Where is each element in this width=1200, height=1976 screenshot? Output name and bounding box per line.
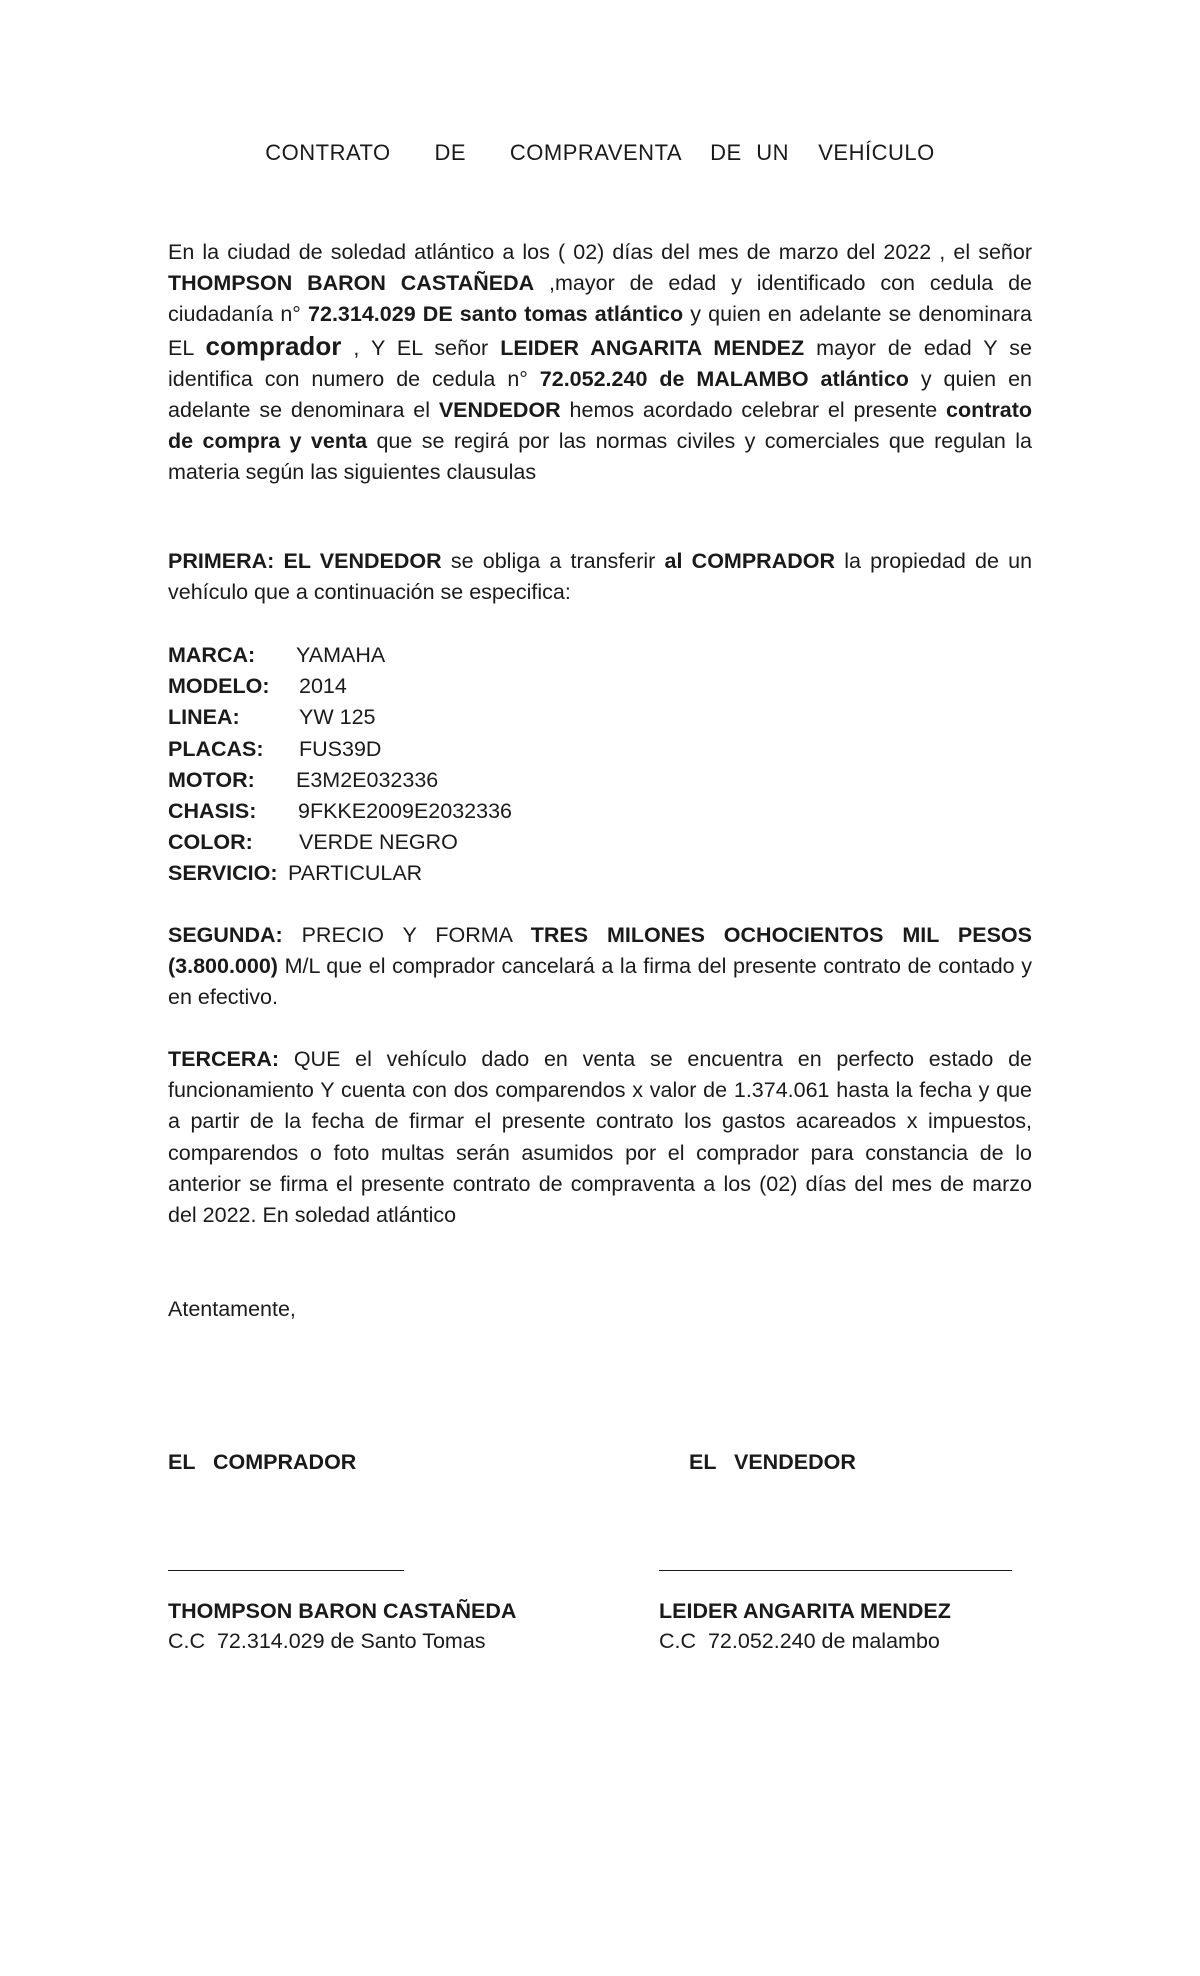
intro-text-4: , Y EL señor (341, 335, 501, 360)
seller-role: VENDEDOR (438, 398, 561, 423)
intro-text-8: que se regirá por las normas civiles y comerciales que regulan la materia según las siguientes clausulas (168, 429, 1032, 485)
segunda-label: SEGUNDA: (168, 923, 283, 947)
intro-text-2: ,mayor de edad y identificado con cedula de ciudadanía n° (168, 271, 1032, 327)
clause-primera (168, 546, 1032, 608)
spec-label: MARCA: (168, 643, 256, 667)
seller-signature-line (659, 1570, 1012, 1571)
seller-id: 72.052.240 de MALAMBO atlántico (539, 366, 909, 391)
spec-label: PLACAS: (168, 736, 264, 761)
spec-value: FUS39D (299, 736, 382, 761)
spec-value: YW 125 (299, 705, 376, 730)
vehicle-spec-list (168, 640, 1032, 890)
spec-label: CHASIS: (168, 798, 257, 823)
buyer-role: comprador (205, 330, 342, 361)
spec-value: 2014 (299, 674, 347, 699)
intro-text-7: hemos acordado celebrar el presente (560, 398, 946, 423)
spec-row-marca (168, 640, 1032, 671)
spec-label: SERVICIO: (168, 861, 278, 886)
intro-text-3: y quien en adelante se denominara EL (168, 302, 1033, 360)
tercera-text: QUE el vehículo dado en venta se encuentra en perfecto estado de funcionamiento Y cuenta con dos comparendos x valor de 1.374.061 hasta la fecha y que a partir de la fecha de firmar el presente contrato los gastos acareados x impuestos, comparendos o foto multas serán asumidos por el comprador para constancia de lo anterior se firma el presente contrato de compraventa a los (02) días del mes de marzo del 2022. En soledad atlántico (168, 1047, 1032, 1228)
spec-row-linea (168, 702, 1032, 733)
seller-signature-name: LEIDER ANGARITA MENDEZ (659, 1599, 951, 1623)
buyer-name: THOMPSON BARON CASTAÑEDA (168, 271, 535, 296)
seller-signature-block (659, 1596, 951, 1656)
spec-label: MODELO: (168, 674, 270, 699)
buyer-signature-line (168, 1570, 404, 1571)
primera-paragraph (168, 546, 1032, 608)
spec-row-chasis (168, 796, 1032, 827)
intro-text-5: mayor de edad Y se identifica con numero de cedula n° (168, 335, 1032, 391)
spec-row-motor (168, 765, 1032, 796)
buyer-signature-name: THOMPSON BARON CASTAÑEDA (168, 1599, 517, 1623)
closing-text: Atentamente, (168, 1297, 296, 1321)
closing-block (168, 1294, 1032, 1325)
spec-label: LINEA: (168, 705, 240, 730)
seller-heading: EL VENDEDOR (689, 1450, 856, 1474)
seller-signature-heading (689, 1447, 856, 1477)
spec-row-color (168, 827, 1032, 858)
spec-label: MOTOR: (168, 767, 255, 792)
clause-segunda (168, 920, 1032, 1014)
clause-tercera (168, 1044, 1032, 1231)
buyer-signature-block (168, 1596, 516, 1656)
seller-name: LEIDER ANGARITA MENDEZ (500, 335, 805, 360)
document-title: CONTRATO DE COMPRAVENTA DE UN VEHÍCULO (265, 140, 935, 165)
primera-label: PRIMERA: EL VENDEDOR (168, 549, 442, 573)
buyer-signature-cc: C.C 72.314.029 de Santo Tomas (168, 1629, 486, 1653)
contract-type: contrato de compra y venta (168, 398, 1032, 454)
intro-block (168, 237, 1032, 489)
spec-row-servicio (168, 858, 1032, 889)
primera-text-1: se obliga a transferir (441, 549, 665, 573)
seller-signature-cc: C.C 72.052.240 de malambo (659, 1629, 940, 1653)
spec-value: 9FKKE2009E2032336 (298, 798, 512, 823)
segunda-text-1: PRECIO Y FORMA (282, 923, 531, 947)
primera-text-2: la propiedad de un vehículo que a continuación se especifica: (168, 549, 1033, 605)
spec-value: YAMAHA (296, 643, 386, 667)
spec-row-modelo (168, 671, 1032, 702)
price-words: TRES MILONES OCHOCIENTOS MIL PESOS (3.800.000) (168, 923, 1032, 979)
spec-value: E3M2E032336 (296, 767, 439, 792)
tercera-paragraph (168, 1044, 1032, 1231)
spec-label: COLOR: (168, 830, 253, 855)
segunda-paragraph (168, 920, 1032, 1014)
intro-text-1: En la ciudad de soledad atlántico a los ( 02) días del mes de marzo del 2022 , el señor (168, 240, 1032, 264)
buyer-signature-heading (168, 1447, 356, 1477)
spec-value: PARTICULAR (288, 861, 423, 886)
buyer-id: 72.314.029 DE santo tomas atlántico (308, 302, 684, 327)
tercera-label: TERCERA: (168, 1047, 280, 1071)
intro-text-6: y quien en adelante se denominara el (168, 366, 1032, 423)
segunda-text-2: M/L que el comprador cancelará a la firma del presente contrato de contado y en efectivo. (168, 954, 1032, 1010)
primera-buyer: al COMPRADOR (664, 549, 836, 573)
spec-value: VERDE NEGRO (299, 830, 458, 855)
spec-row-placas (168, 734, 1032, 765)
intro-paragraph (168, 237, 1032, 489)
buyer-heading: EL COMPRADOR (168, 1450, 357, 1474)
